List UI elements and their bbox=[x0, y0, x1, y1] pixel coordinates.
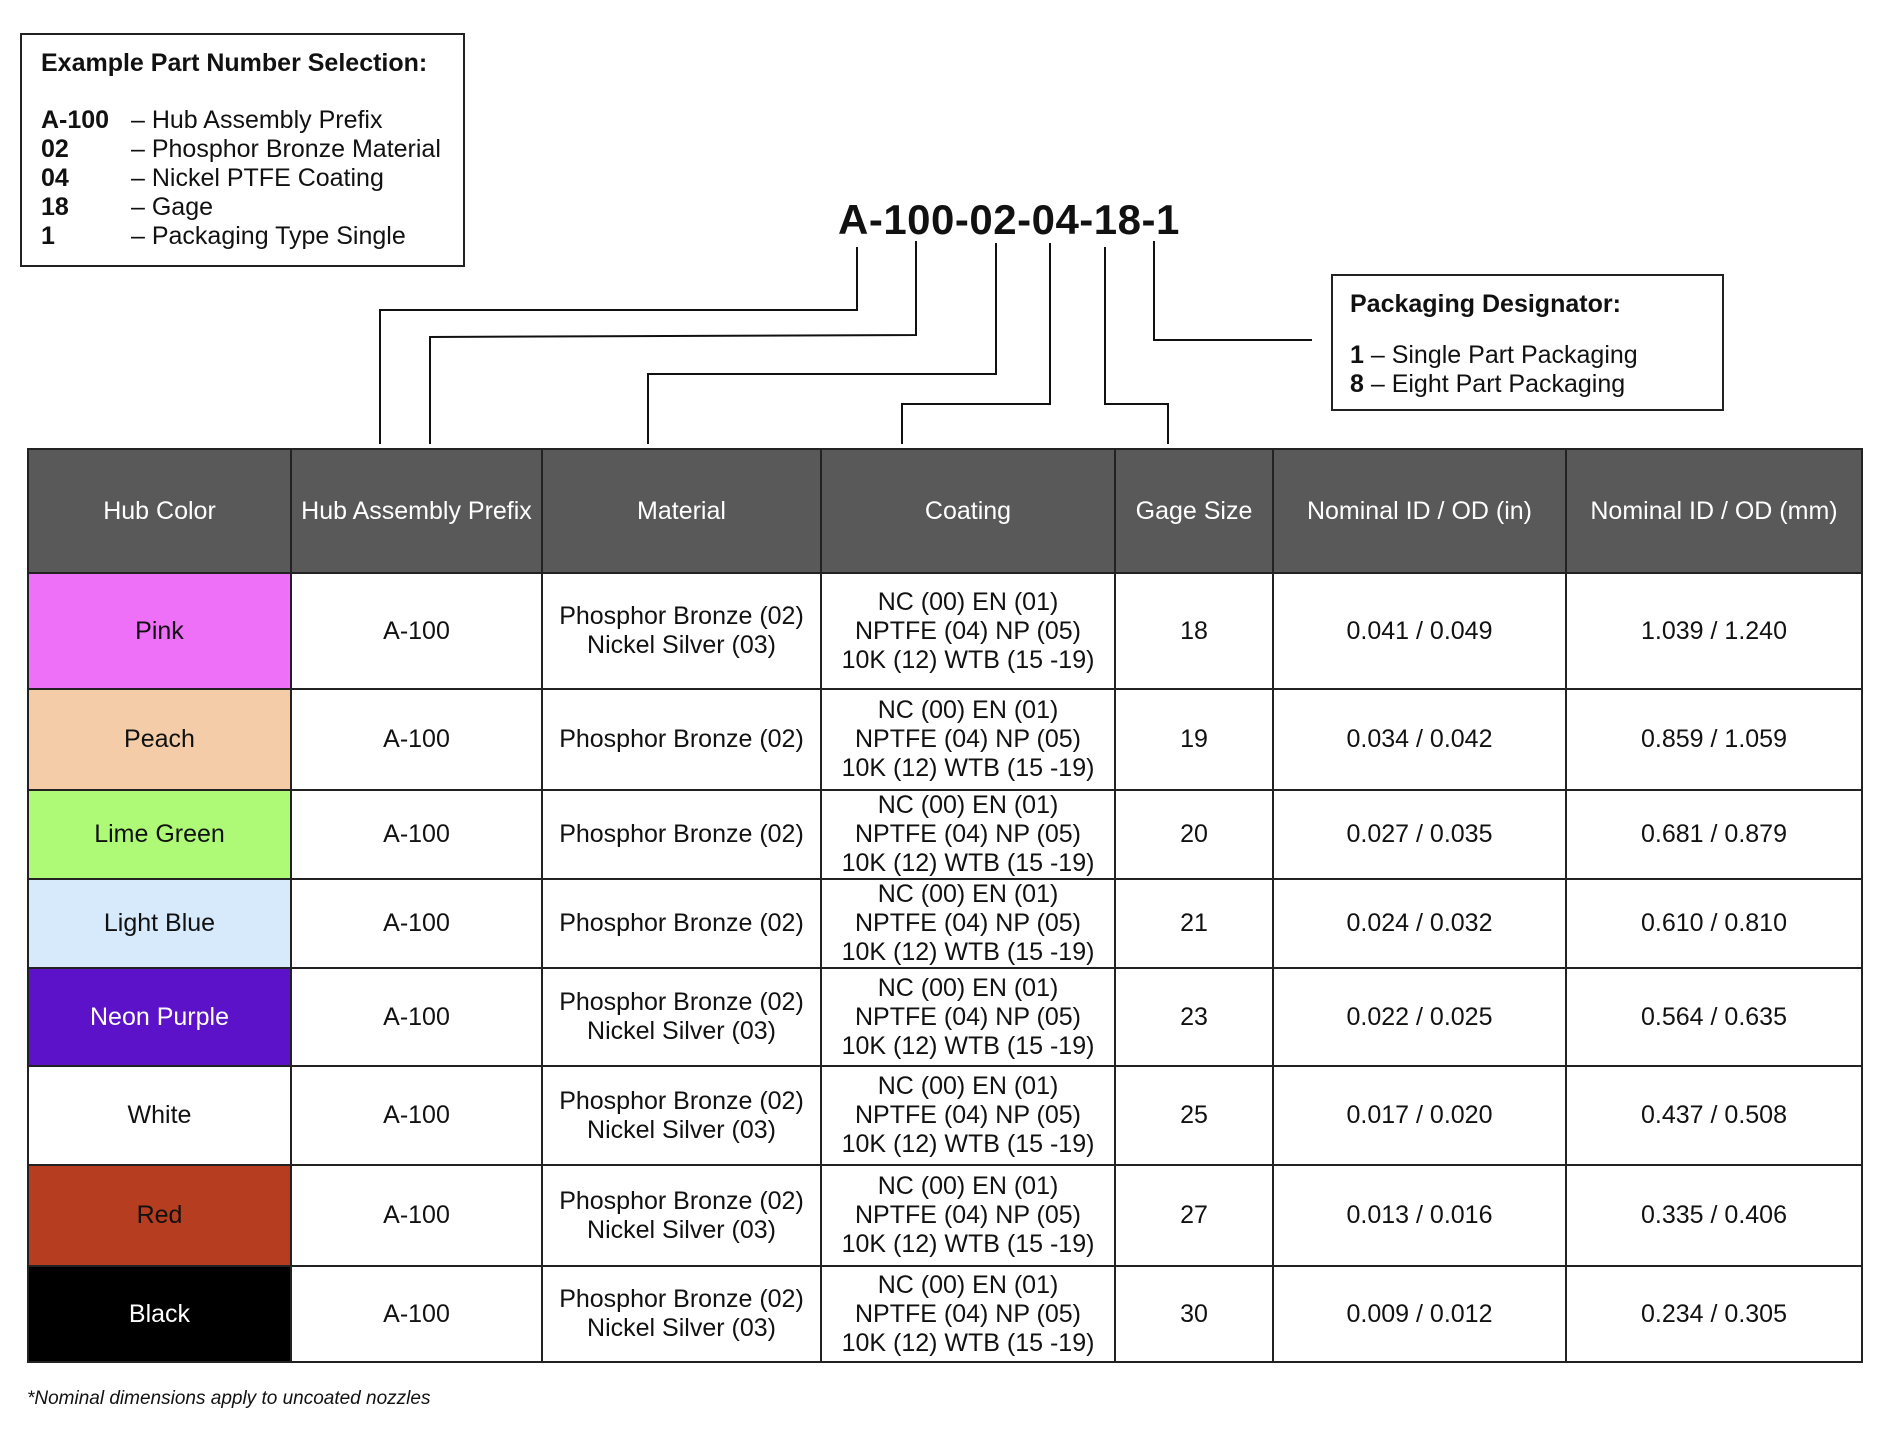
nominal-in-cell: 0.041 / 0.049 bbox=[1273, 573, 1566, 689]
coating-cell bbox=[821, 689, 1115, 790]
coating-cell bbox=[821, 1266, 1115, 1362]
example-row bbox=[41, 135, 444, 164]
hub-color-cell: Pink bbox=[28, 573, 291, 689]
material-line: Phosphor Bronze (02) bbox=[559, 1086, 804, 1115]
example-code: A-100 bbox=[41, 106, 110, 134]
material-cell bbox=[542, 1266, 821, 1362]
packaging-title: Packaging Designator: bbox=[1350, 290, 1621, 318]
coating-line: NPTFE (04) NP (05) bbox=[855, 1101, 1081, 1129]
packaging-designator-box bbox=[1331, 274, 1724, 411]
packaging-desc: – Single Part Packaging bbox=[1363, 341, 1638, 369]
table-body bbox=[28, 573, 1862, 1362]
example-title: Example Part Number Selection: bbox=[41, 49, 428, 77]
hub-prefix-cell: A-100 bbox=[291, 1066, 542, 1165]
connector-gage bbox=[1105, 247, 1168, 444]
coating-line: NC (00) EN (01) bbox=[877, 1072, 1059, 1100]
example-code: 18 bbox=[41, 193, 69, 221]
coating-cell bbox=[821, 1066, 1115, 1165]
coating-line: NPTFE (04) NP (05) bbox=[855, 820, 1081, 848]
connector-prefix-to-hub-prefix bbox=[430, 241, 916, 444]
example-code: 02 bbox=[41, 135, 69, 163]
coating-line: 10K (12) WTB (15 -19) bbox=[841, 1328, 1095, 1357]
material-cell bbox=[542, 790, 821, 879]
gage-size-cell: 20 bbox=[1115, 790, 1273, 879]
packaging-row bbox=[1350, 370, 1705, 399]
nominal-in-cell: 0.034 / 0.042 bbox=[1273, 689, 1566, 790]
connector-prefix-to-hub-color bbox=[380, 247, 857, 444]
hub-prefix-cell: A-100 bbox=[291, 879, 542, 968]
material-line: Nickel Silver (03) bbox=[587, 1215, 776, 1244]
packaging-code: 1 bbox=[1350, 341, 1364, 369]
example-desc: – Phosphor Bronze Material bbox=[131, 135, 441, 163]
nominal-in-cell: 0.009 / 0.012 bbox=[1273, 1266, 1566, 1362]
header-hub-assembly-prefix: Hub Assembly Prefix bbox=[291, 449, 542, 573]
coating-line: 10K (12) WTB (15 -19) bbox=[841, 645, 1095, 674]
table-row bbox=[28, 968, 1862, 1066]
hub-prefix-cell: A-100 bbox=[291, 968, 542, 1066]
nominal-mm-cell: 1.039 / 1.240 bbox=[1566, 573, 1862, 689]
material-cell bbox=[542, 968, 821, 1066]
gage-size-cell: 18 bbox=[1115, 573, 1273, 689]
gage-size-cell: 21 bbox=[1115, 879, 1273, 968]
example-desc: – Hub Assembly Prefix bbox=[131, 106, 383, 134]
header-nominal-in: Nominal ID / OD (in) bbox=[1273, 449, 1566, 573]
coating-line: 10K (12) WTB (15 -19) bbox=[841, 1031, 1095, 1060]
material-line: Phosphor Bronze (02) bbox=[559, 909, 804, 937]
coating-line: NC (00) EN (01) bbox=[877, 973, 1059, 1002]
hub-color-cell: Neon Purple bbox=[28, 968, 291, 1066]
material-line: Phosphor Bronze (02) bbox=[559, 820, 804, 848]
example-part-number: A-100-02-04-18-1 bbox=[838, 196, 1180, 243]
table-row bbox=[28, 1266, 1862, 1362]
hub-prefix-cell: A-100 bbox=[291, 790, 542, 879]
footnote: *Nominal dimensions apply to uncoated nozzles bbox=[27, 1388, 431, 1409]
hub-color-cell: Lime Green bbox=[28, 790, 291, 879]
nominal-mm-cell: 0.859 / 1.059 bbox=[1566, 689, 1862, 790]
material-cell bbox=[542, 879, 821, 968]
example-desc: – Gage bbox=[131, 193, 214, 221]
nominal-mm-cell: 0.564 / 0.635 bbox=[1566, 968, 1862, 1066]
material-cell bbox=[542, 1066, 821, 1165]
material-line: Nickel Silver (03) bbox=[587, 1115, 776, 1144]
hub-prefix-cell: A-100 bbox=[291, 1165, 542, 1266]
connector-coating bbox=[902, 243, 1050, 444]
hub-color-cell: Black bbox=[28, 1266, 291, 1362]
table-row bbox=[28, 1165, 1862, 1266]
hub-color-cell: Peach bbox=[28, 689, 291, 790]
example-row bbox=[41, 106, 444, 135]
gage-size-cell: 19 bbox=[1115, 689, 1273, 790]
coating-line: 10K (12) WTB (15 -19) bbox=[841, 1230, 1095, 1258]
coating-line: NC (00) EN (01) bbox=[877, 587, 1059, 616]
connector-packaging bbox=[1154, 241, 1312, 340]
coating-cell bbox=[821, 573, 1115, 689]
coating-line: NC (00) EN (01) bbox=[877, 696, 1059, 724]
header-nominal-mm: Nominal ID / OD (mm) bbox=[1566, 449, 1862, 573]
gage-size-cell: 30 bbox=[1115, 1266, 1273, 1362]
hub-color-cell: Red bbox=[28, 1165, 291, 1266]
coating-line: NC (00) EN (01) bbox=[877, 791, 1059, 819]
gage-size-cell: 23 bbox=[1115, 968, 1273, 1066]
coating-line: NPTFE (04) NP (05) bbox=[855, 1299, 1081, 1328]
example-row bbox=[41, 193, 444, 222]
hub-color-cell: White bbox=[28, 1066, 291, 1165]
nominal-mm-cell: 0.234 / 0.305 bbox=[1566, 1266, 1862, 1362]
coating-line: NC (00) EN (01) bbox=[877, 1172, 1059, 1200]
hub-prefix-cell: A-100 bbox=[291, 1266, 542, 1362]
coating-cell bbox=[821, 879, 1115, 968]
packaging-rows bbox=[1350, 341, 1705, 399]
coating-line: NC (00) EN (01) bbox=[877, 880, 1059, 908]
gage-size-cell: 25 bbox=[1115, 1066, 1273, 1165]
material-line: Nickel Silver (03) bbox=[587, 1314, 776, 1342]
material-cell bbox=[542, 1165, 821, 1266]
table-row bbox=[28, 790, 1862, 879]
table-header-row bbox=[28, 449, 1862, 573]
hub-prefix-cell: A-100 bbox=[291, 573, 542, 689]
coating-line: NPTFE (04) NP (05) bbox=[855, 1002, 1081, 1031]
material-line: Phosphor Bronze (02) bbox=[559, 725, 804, 753]
material-line: Phosphor Bronze (02) bbox=[559, 988, 804, 1016]
table-row bbox=[28, 879, 1862, 968]
example-desc: – Packaging Type Single bbox=[131, 222, 406, 250]
material-line: Phosphor Bronze (02) bbox=[559, 1186, 804, 1215]
header-gage-size: Gage Size bbox=[1115, 449, 1273, 573]
coating-line: 10K (12) WTB (15 -19) bbox=[841, 849, 1095, 877]
hub-color-cell: Light Blue bbox=[28, 879, 291, 968]
header-material: Material bbox=[542, 449, 821, 573]
packaging-row bbox=[1350, 341, 1705, 370]
nominal-in-cell: 0.027 / 0.035 bbox=[1273, 790, 1566, 879]
coating-line: NC (00) EN (01) bbox=[877, 1270, 1059, 1299]
table-row bbox=[28, 1066, 1862, 1165]
material-line: Nickel Silver (03) bbox=[587, 631, 776, 659]
example-row bbox=[41, 164, 444, 193]
example-desc: – Nickel PTFE Coating bbox=[131, 164, 384, 192]
material-cell bbox=[542, 573, 821, 689]
nominal-mm-cell: 0.610 / 0.810 bbox=[1566, 879, 1862, 968]
material-line: Phosphor Bronze (02) bbox=[559, 1285, 804, 1313]
nominal-in-cell: 0.022 / 0.025 bbox=[1273, 968, 1566, 1066]
material-cell bbox=[542, 689, 821, 790]
packaging-code: 8 bbox=[1350, 370, 1364, 398]
example-rows bbox=[41, 106, 444, 251]
table-row bbox=[28, 573, 1862, 689]
nominal-mm-cell: 0.681 / 0.879 bbox=[1566, 790, 1862, 879]
material-line: Phosphor Bronze (02) bbox=[559, 602, 804, 630]
example-code: 04 bbox=[41, 164, 69, 192]
header-coating: Coating bbox=[821, 449, 1115, 573]
coating-line: 10K (12) WTB (15 -19) bbox=[841, 754, 1095, 782]
example-row bbox=[41, 222, 444, 251]
nominal-in-cell: 0.013 / 0.016 bbox=[1273, 1165, 1566, 1266]
coating-line: NPTFE (04) NP (05) bbox=[855, 616, 1081, 645]
material-line: Nickel Silver (03) bbox=[587, 1017, 776, 1045]
coating-line: NPTFE (04) NP (05) bbox=[855, 725, 1081, 753]
nominal-in-cell: 0.017 / 0.020 bbox=[1273, 1066, 1566, 1165]
hub-prefix-cell: A-100 bbox=[291, 689, 542, 790]
packaging-desc: – Eight Part Packaging bbox=[1363, 370, 1626, 398]
example-selection-box bbox=[20, 33, 465, 267]
coating-cell bbox=[821, 790, 1115, 879]
nominal-in-cell: 0.024 / 0.032 bbox=[1273, 879, 1566, 968]
hub-specification-table bbox=[27, 448, 1863, 1363]
table-row bbox=[28, 689, 1862, 790]
gage-size-cell: 27 bbox=[1115, 1165, 1273, 1266]
coating-line: NPTFE (04) NP (05) bbox=[855, 909, 1081, 937]
nominal-mm-cell: 0.437 / 0.508 bbox=[1566, 1066, 1862, 1165]
coating-line: 10K (12) WTB (15 -19) bbox=[841, 938, 1095, 966]
connector-material bbox=[648, 243, 996, 444]
example-code: 1 bbox=[41, 222, 55, 250]
coating-cell bbox=[821, 968, 1115, 1066]
header-hub-color: Hub Color bbox=[28, 449, 291, 573]
coating-cell bbox=[821, 1165, 1115, 1266]
coating-line: NPTFE (04) NP (05) bbox=[855, 1201, 1081, 1229]
nominal-mm-cell: 0.335 / 0.406 bbox=[1566, 1165, 1862, 1266]
coating-line: 10K (12) WTB (15 -19) bbox=[841, 1130, 1095, 1158]
